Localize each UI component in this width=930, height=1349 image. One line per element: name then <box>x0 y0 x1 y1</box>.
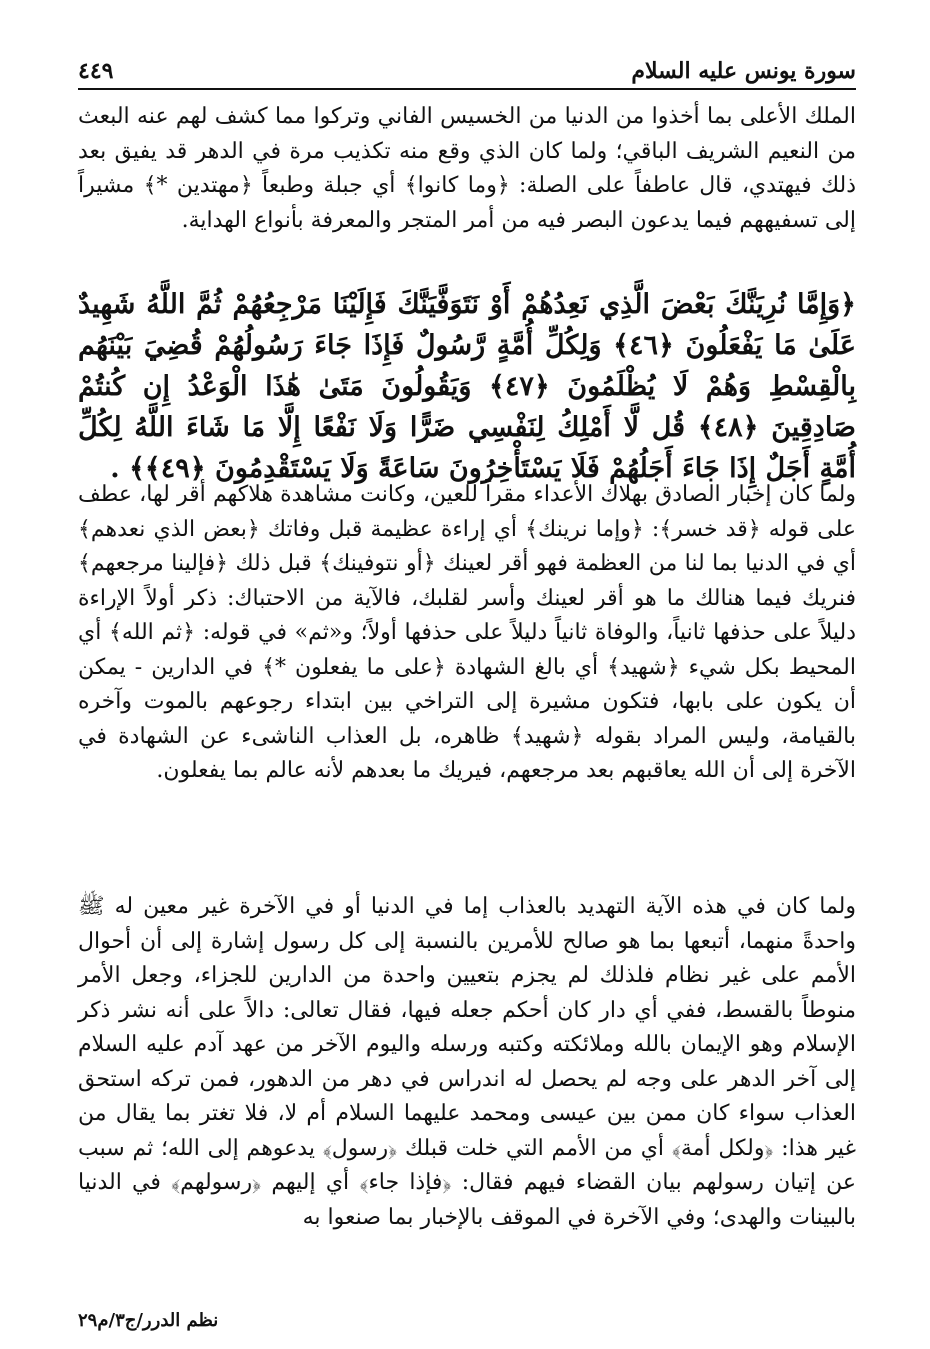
footer-signature: نظم الدرر/ج٣/م٢٩ <box>78 1310 219 1331</box>
paragraph-commentary-1: ولما كان إخبار الصادق بهلاك الأعداء مقراً للعين، وكانت مشاهدة هلاكهم أقر لها، عطف على قوله ﴿قد خسر﴾: ﴿وإما نرينك﴾ أي إراءة عظيمة قبل وفاتك ﴿بعض الذي نعدهم﴾ أي في الدنيا بما لنا من العظمة فهو أقر لعينك ﴿أو نتوفينك﴾ قبل ذلك ﴿فإلينا مرجعهم﴾ فنريك فيما هنالك ما هو أقر لعينك وأسر لقلبك، فالآية من الاحتباك: ذكر أولاً الإراءة دليلاً على حذفها ثانياً، والوفاة ثانياً دليلاً على حذفها أولاً؛ و«ثم» في قوله: ﴿ثم الله﴾ أي المحيط بكل شيء ﴿شهيد﴾ أي بالغ الشهادة ﴿على ما يفعلون *﴾ في الدارين - يمكن أن يكون على بابها، فتكون مشيرة إلى التراخي بين ابتداء رجوعهم بالموت وآخره بالقيامة، وليس المراد بقوله ﴿شهيد﴾ ظاهره، بل العذاب الناشىء عن الشهادة في الآخرة إلى أن الله يعاقبهم بعد مرجعهم، فيريك ما بعدهم لأنه عالم بما يفعلون. <box>78 482 856 783</box>
quran-verse-block: ﴿وَإِمَّا نُرِيَنَّكَ بَعْضَ الَّذِي نَعِدُهُمْ أَوْ نَتَوَفَّيَنَّكَ فَإِلَيْنَا مَرْجِعُهُمْ ثُمَّ اللَّهُ شَهِيدٌ عَلَىٰ مَا يَفْعَلُونَ ﴿٤٦﴾ وَلِكُلِّ أُمَّةٍ رَّسُولٌ فَإِذَا جَاءَ رَسُولُهُمْ قُضِيَ بَيْنَهُم بِالْقِسْطِ وَهُمْ لَا يُظْلَمُونَ ﴿٤٧﴾ وَيَقُولُونَ مَتَىٰ هَٰذَا الْوَعْدُ إِن كُنتُمْ صَادِقِينَ ﴿٤٨﴾ قُل لَّا أَمْلِكُ لِنَفْسِي ضَرًّا وَلَا نَفْعًا إِلَّا مَا شَاءَ اللَّهُ لِكُلِّ أُمَّةٍ أَجَلٌ إِذَا جَاءَ أَجَلُهُمْ فَلَا يَسْتَأْخِرُونَ سَاعَةً وَلَا يَسْتَقْدِمُونَ ﴿٤٩﴾﴾ . <box>78 289 856 484</box>
paragraph-commentary-2: ولما كان في هذه الآية التهديد بالعذاب إما في الدنيا أو في الآخرة غير معين له ﷺ واحدةً منهما، أتبعها بما هو صالح للأمرين بالنسبة إلى كل رسول إشارة إلى أن أحوال الأمم على غير نظام فلذلك لم يجزم بتعيين واحدة من الدارين للجزاء، وجعل الأمر منوطاً بالقسط، ففي أي دار كان أحكم جعله فيها، فقال تعالى: دالاً على أنه نشر ذكر الإسلام وهو الإيمان بالله وملائكته وكتبه ورسله واليوم الآخر من عهد آدم عليه السلام إلى آخر الدهر على وجه لم يحصل له اندراس في دهر من الدهور، فمن تركه استحق العذاب سواء كان ممن بين عيسى ومحمد عليهما السلام أم لا، فلا تغتر بما يقال من غير هذا: ﴿ولكل أمة﴾ أي من الأمم التي خلت قبلك ﴿رسول﴾ يدعوهم إلى الله؛ ثم سبب عن إتيان رسولهم بيان القضاء فيهم فقال: ﴿فإذا جاء﴾ أي إليهم ﴿رسولهم﴾ في الدنيا بالبينات والهدى؛ وفي الآخرة في الموقف بالإخبار بما صنعوا به <box>78 894 856 1230</box>
page-number: ٤٤٩ <box>78 58 114 84</box>
paragraph-intro: الملك الأعلى بما أخذوا من الدنيا من الخسيس الفاني وتركوا مما كشف لهم عنه البعث من النعيم الشريف الباقي؛ ولما كان الذي وقع منه تكذيب مرة في الدهر قد يفيق بعد ذلك فيهتدي، قال عاطفاً على الصلة: ﴿وما كانوا﴾ أي جبلة وطبعاً ﴿مهتدين *﴾ مشيراً إلى تسفيههم فيما يدعون البصر فيه من أمر المتجر والمعرفة بأنواع الهداية. <box>78 104 856 233</box>
page-header <box>78 52 856 90</box>
surah-title: سورة يونس عليه السلام <box>631 58 856 84</box>
